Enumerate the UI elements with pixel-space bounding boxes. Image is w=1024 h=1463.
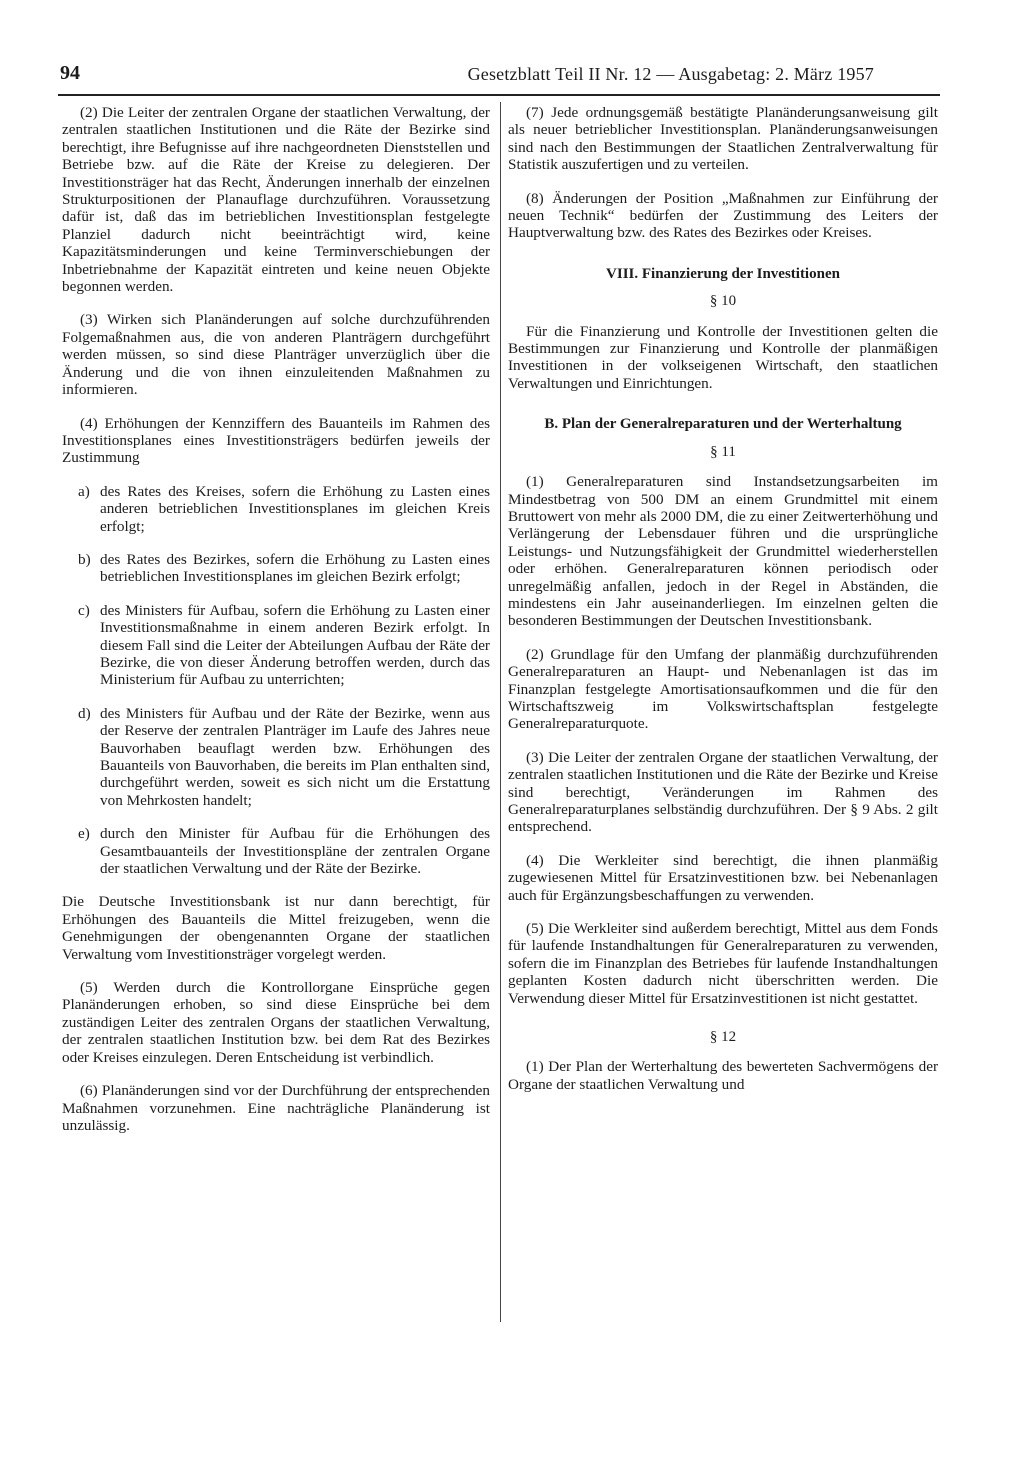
- list-item-d: [62, 705, 490, 809]
- section-10-text: Für die Finanzierung und Kontrolle der Investitionen gelten die Bestimmungen zur Finanzierung und Kontrolle der planmäßigen Investitionen in der volkseigenen Wirtschaft, den staatlichen Verwaltungen und Einrichtungen.: [508, 322, 938, 392]
- paragraph-3: (3) Wirken sich Planänderungen auf solche durchzuführenden Folgemaßnahmen aus, die von anderen Planträgern durchgeführt werden müssen, so sind diese Planträger unverzüglich über die Änderung und die von ihnen einzuleitenden Maßnahmen zu informieren.: [62, 311, 490, 399]
- paragraph-8: (8) Änderungen der Position „Maßnahmen zur Einführung der neuen Technik“ bedürfen der Zustimmung des Leiters der Hauptverwaltung bzw. des Rates des Bezirkes oder Kreises.: [508, 189, 938, 242]
- list-item-c: [62, 602, 490, 689]
- page-header: [58, 60, 940, 96]
- paragraph-7: (7) Jede ordnungsgemäß bestätigte Planänderungsanweisung gilt als neuer betrieblicher Investitionsplan. Planänderungsanweisungen sind nach den Bestimmungen der Staatlichen Zentralverwaltung für Statistik auszufertigen und zu verteilen.: [508, 104, 938, 174]
- paragraph-5: (5) Werden durch die Kontrollorgane Einsprüche gegen Planänderungen erhoben, so sind diese Einsprüche bei dem zuständigen Leiter des zentralen Organs der staatlichen Verwaltung, der zentralen staatlichen Institution bzw. bei dem Rat des Bezirkes oder Kreises einzulegen. Deren Entscheidung ist verbindlich.: [62, 979, 490, 1066]
- section-11-paragraph-2: (2) Grundlage für den Umfang der planmäßig durchzuführenden Generalreparaturen an Haupt- und Nebenanlagen ist das im Finanzplan festgelegte Amortisationsaufkommen und die für den Wirtschaftszweig im Volkswirtschaftsplan festgelegte Generalreparaturquote.: [508, 645, 938, 733]
- section-11-paragraph-4: (4) Die Werkleiter sind berechtigt, die ihnen planmäßig zugewiesenen Mittel für Ersatzinvestitionen bzw. bei Nebenanlagen auch für Ergänzungsbeschaffungen zu verwenden.: [508, 851, 938, 904]
- section-11-mark: § 11: [710, 443, 736, 460]
- list-item-a: [62, 483, 490, 535]
- list-marker: a): [78, 482, 90, 500]
- section-11-paragraph-1: (1) Generalreparaturen sind Instandsetzungsarbeiten im Mindestbetrag von 500 DM an einem Grundmittel mit einem Bruttowert von mehr als 2000 DM, die zu einer Zeitwerterhöhung und Verlängerung der Lebensdauer führen und die ursprüngliche Leistungs- und Nutzungsfähigkeit der Grundmittel wiederherstellen oder erhöhen. Generalreparaturen können periodisch oder unregelmäßig anfallen, jedoch in der Regel in Abständen, die mindestens ein Jahr auseinanderliegen. Im einzelnen gelten die besonderen Bestimmungen der Deutschen Investitionsbank.: [508, 473, 938, 630]
- column-divider: [500, 102, 501, 1322]
- publication-title: Gesetzblatt Teil II Nr. 12 — Ausgabetag: 2. März 1957: [467, 64, 874, 84]
- left-column: [62, 104, 490, 1150]
- list-item-text: des Ministers für Aufbau, sofern die Erhöhung zu Lasten einer Investitionsmaßnahme in einem anderen Bezirk erfolgt. In diesem Fall sind die Leiter der Abteilungen Aufbau der Räte der Bezirke, die von dieser Änderung betroffen werden, durch das Ministerium für Aufbau zu unterrichten;: [100, 601, 490, 689]
- section-11-paragraph-5: (5) Die Werkleiter sind außerdem berechtigt, Mittel aus dem Fonds für laufende Instandhaltungen für Generalreparaturen zu verwenden, sofern die im Finanzplan des Betriebes für laufende Instandhaltungen geplanten Kosten dadurch nicht überschritten werden. Die Verwendung dieser Mittel für Ersatzinvestitionen ist nicht gestattet.: [508, 920, 938, 1007]
- page-number: 94: [60, 62, 80, 84]
- list-marker: e): [78, 825, 90, 843]
- list-item-e: [62, 825, 490, 877]
- paragraph-6: (6) Planänderungen sind vor der Durchführung der entsprechenden Maßnahmen vorzunehmen. Eine nachträgliche Planänderung ist unzulässig.: [62, 1082, 490, 1134]
- list-item-b: [62, 551, 490, 586]
- section-10-mark: § 10: [709, 293, 737, 310]
- list-marker: c): [78, 601, 90, 619]
- list-marker: d): [78, 704, 91, 722]
- right-column: [508, 104, 938, 1109]
- section-heading-b: B. Plan der Generalreparaturen und der Werterhaltung: [544, 416, 902, 433]
- paragraph-2: (2) Die Leiter der zentralen Organe der staatlichen Verwaltung, der zentralen staatlichen Institutionen und die Räte der Bezirke sind berechtigt, ihre Befugnisse auf ihre nachgeordneten Dienststellen und Betriebe bzw. auf die Räte der Kreise zu delegieren. Der Investitionsträger hat das Recht, Änderungen innerhalb der einzelnen Strukturpositionen der Planauflage durchzuführen. Voraussetzung dafür ist, daß das im betrieblichen Investitionsplan festgelegte Planziel dadurch nicht beeinträchtigt wird, keine Kapazitätsminderungen und keine Terminverschiebungen der Inbetriebnahme der Kapazität eintreten und keine neuen Objekte begonnen werden.: [62, 104, 490, 296]
- section-12-paragraph-1: (1) Der Plan der Werterhaltung des bewerteten Sachvermögens der Organe der staatlichen Verwaltung und: [508, 1058, 938, 1093]
- list-item-text: durch den Minister für Aufbau für die Erhöhungen des Gesamtbauanteils der Investitionspläne der zentralen Organe der staatlichen Verwaltung und der Räte der Bezirke.: [100, 825, 490, 878]
- list-item-text: des Ministers für Aufbau und der Räte der Bezirke, wenn aus der Reserve der zentralen Planträger im Laufe des Jahres neue Bauvorhaben beauflagt werden bzw. Erhöhungen des Bauanteils von Bauvorhaben, die bereits im Plan enthalten sind, durchgeführt werden, soweit es sich nicht um die Erstattung von Mehrkosten handelt;: [100, 704, 490, 809]
- list-marker: b): [78, 550, 91, 568]
- list-item-text: des Rates des Kreises, sofern die Erhöhung zu Lasten eines anderen betrieblichen Investitionsplanes im gleichen Kreis erfolgt;: [100, 482, 490, 535]
- section-heading-viii: VIII. Finanzierung der Investitionen: [606, 265, 840, 282]
- paragraph-4: (4) Erhöhungen der Kennziffern des Bauanteils im Rahmen des Investitionsplanes eines Investitionsträgers bedürfen jeweils der Zustimmung: [62, 414, 490, 467]
- paragraph-4-closing: Die Deutsche Investitionsbank ist nur dann berechtigt, für Erhöhungen des Bauanteils die Mittel freizugeben, wenn die Genehmigungen der obengenannten Organe der staatlichen Verwaltung vom Investitionsträger vorgelegt werden.: [62, 893, 490, 963]
- list-item-text: des Rates des Bezirkes, sofern die Erhöhung zu Lasten eines betrieblichen Investitionsplanes im gleichen Bezirk erfolgt;: [100, 550, 490, 586]
- section-11-paragraph-3: (3) Die Leiter der zentralen Organe der staatlichen Verwaltung, der zentralen staatlichen Institutionen und die Räte der Bezirke und Kreise sind berechtigt, Veränderungen im Rahmen des Generalreparaturplanes selbständig durchzuführen. Der § 9 Abs. 2 gilt entsprechend.: [508, 748, 938, 836]
- section-12-mark: § 12: [709, 1029, 737, 1046]
